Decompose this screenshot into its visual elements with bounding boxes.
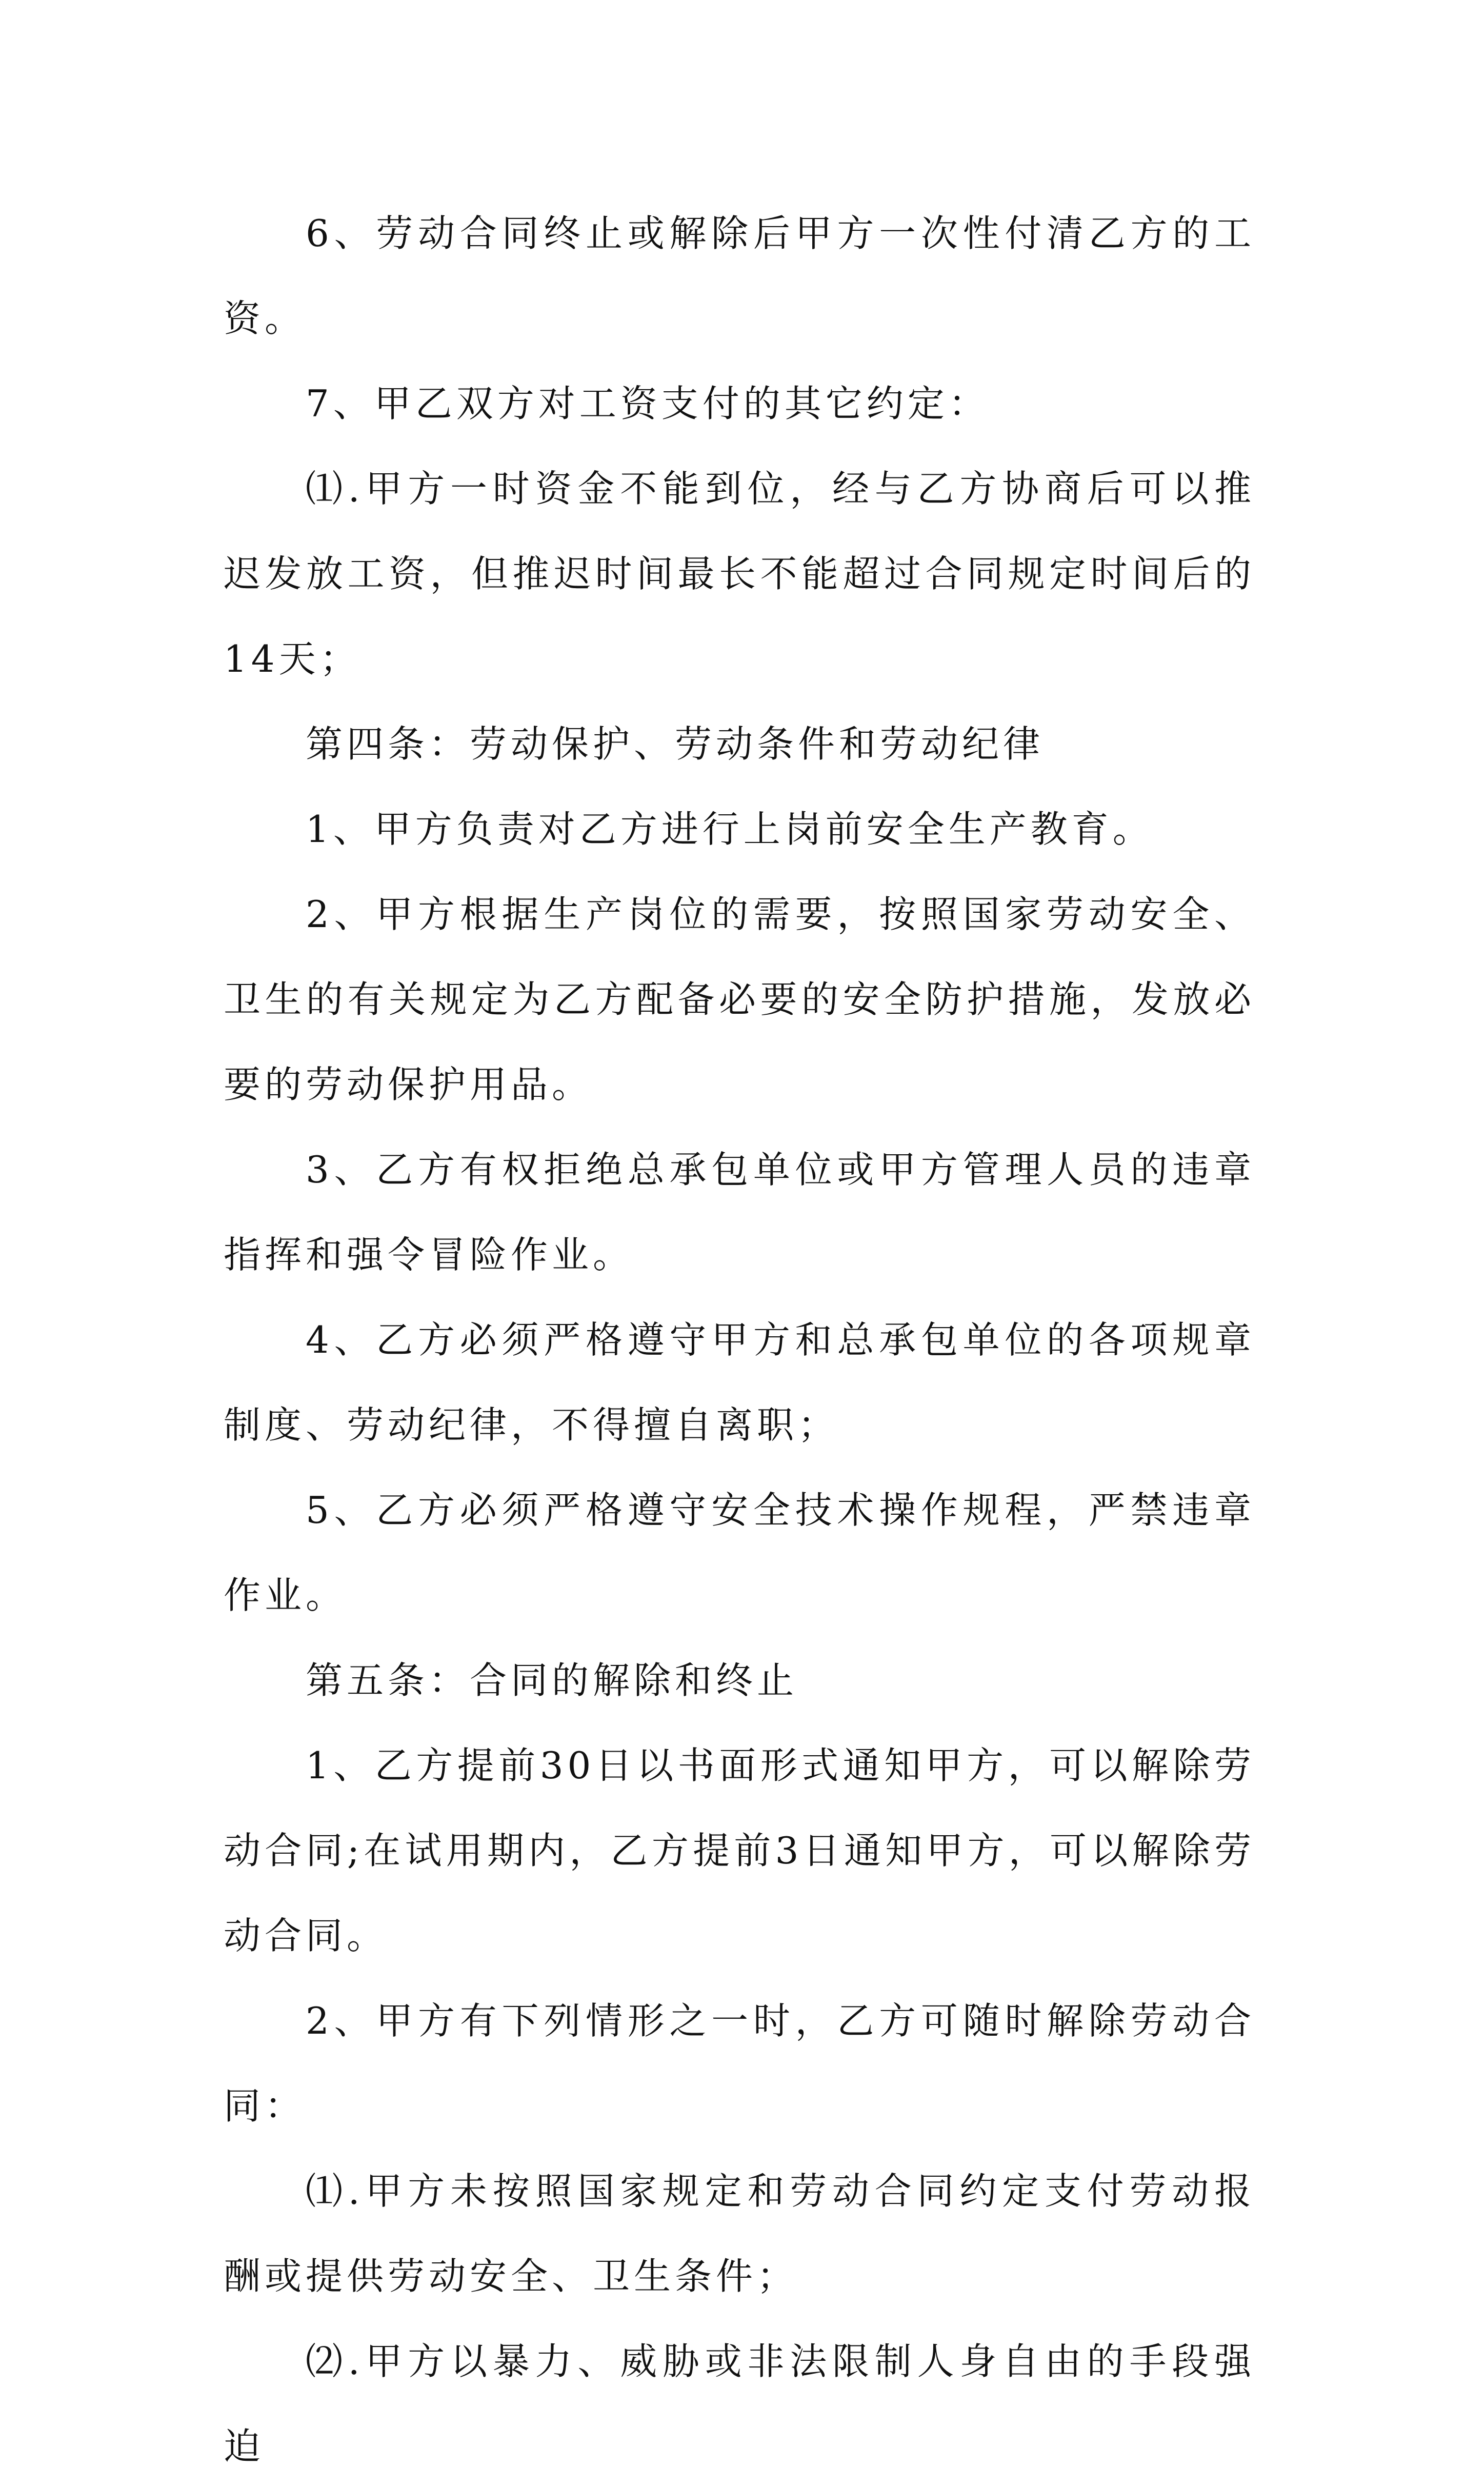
paragraph-article-4-item-3: 3、乙方有权拒绝总承包单位或甲方管理人员的违章指挥和强令冒险作业。 bbox=[224, 1148, 1255, 1276]
paragraph-article-5-item-2-2: ⑵.甲方以暴力、威胁或非法限制人身自由的手段强迫 bbox=[224, 2340, 1255, 2468]
paragraph-article-4-item-2: 2、甲方根据生产岗位的需要，按照国家劳动安全、卫生的有关规定为乙方配备必要的安全防护措施，发放必要的劳动保护用品。 bbox=[224, 893, 1255, 1106]
paragraph-article-5-item-2-1: ⑴.甲方未按照国家规定和劳动合同约定支付劳动报酬或提供劳动安全、卫生条件； bbox=[224, 2170, 1255, 2298]
document-body bbox=[224, 191, 1255, 2489]
article-5-heading: 第五条：合同的解除和终止 bbox=[306, 1659, 798, 1702]
paragraph-article-5-item-2: 2、甲方有下列情形之一时，乙方可随时解除劳动合同： bbox=[224, 1999, 1255, 2127]
article-4-heading: 第四条：劳动保护、劳动条件和劳动纪律 bbox=[306, 722, 1045, 766]
paragraph-clause-7-1: ⑴.甲方一时资金不能到位，经与乙方协商后可以推迟发放工资，但推迟时间最长不能超过合同规定时间后的14天； bbox=[224, 467, 1255, 680]
paragraph-clause-6: 6、劳动合同终止或解除后甲方一次性付清乙方的工资。 bbox=[224, 212, 1255, 340]
paragraph-article-4-item-1: 1、甲方负责对乙方进行上岗前安全生产教育。 bbox=[306, 808, 1154, 851]
paragraph-article-5-item-1: 1、乙方提前30日以书面形式通知甲方，可以解除劳动合同;在试用期内，乙方提前3日通知甲方，可以解除劳动合同。 bbox=[224, 1744, 1255, 1957]
paragraph-article-4-item-5: 5、乙方必须严格遵守安全技术操作规程，严禁违章作业。 bbox=[224, 1489, 1255, 1617]
paragraph-article-4-item-4: 4、乙方必须严格遵守甲方和总承包单位的各项规章制度、劳动纪律，不得擅自离职； bbox=[224, 1318, 1255, 1447]
paragraph-clause-7: 7、甲乙双方对工资支付的其它约定： bbox=[306, 382, 990, 425]
